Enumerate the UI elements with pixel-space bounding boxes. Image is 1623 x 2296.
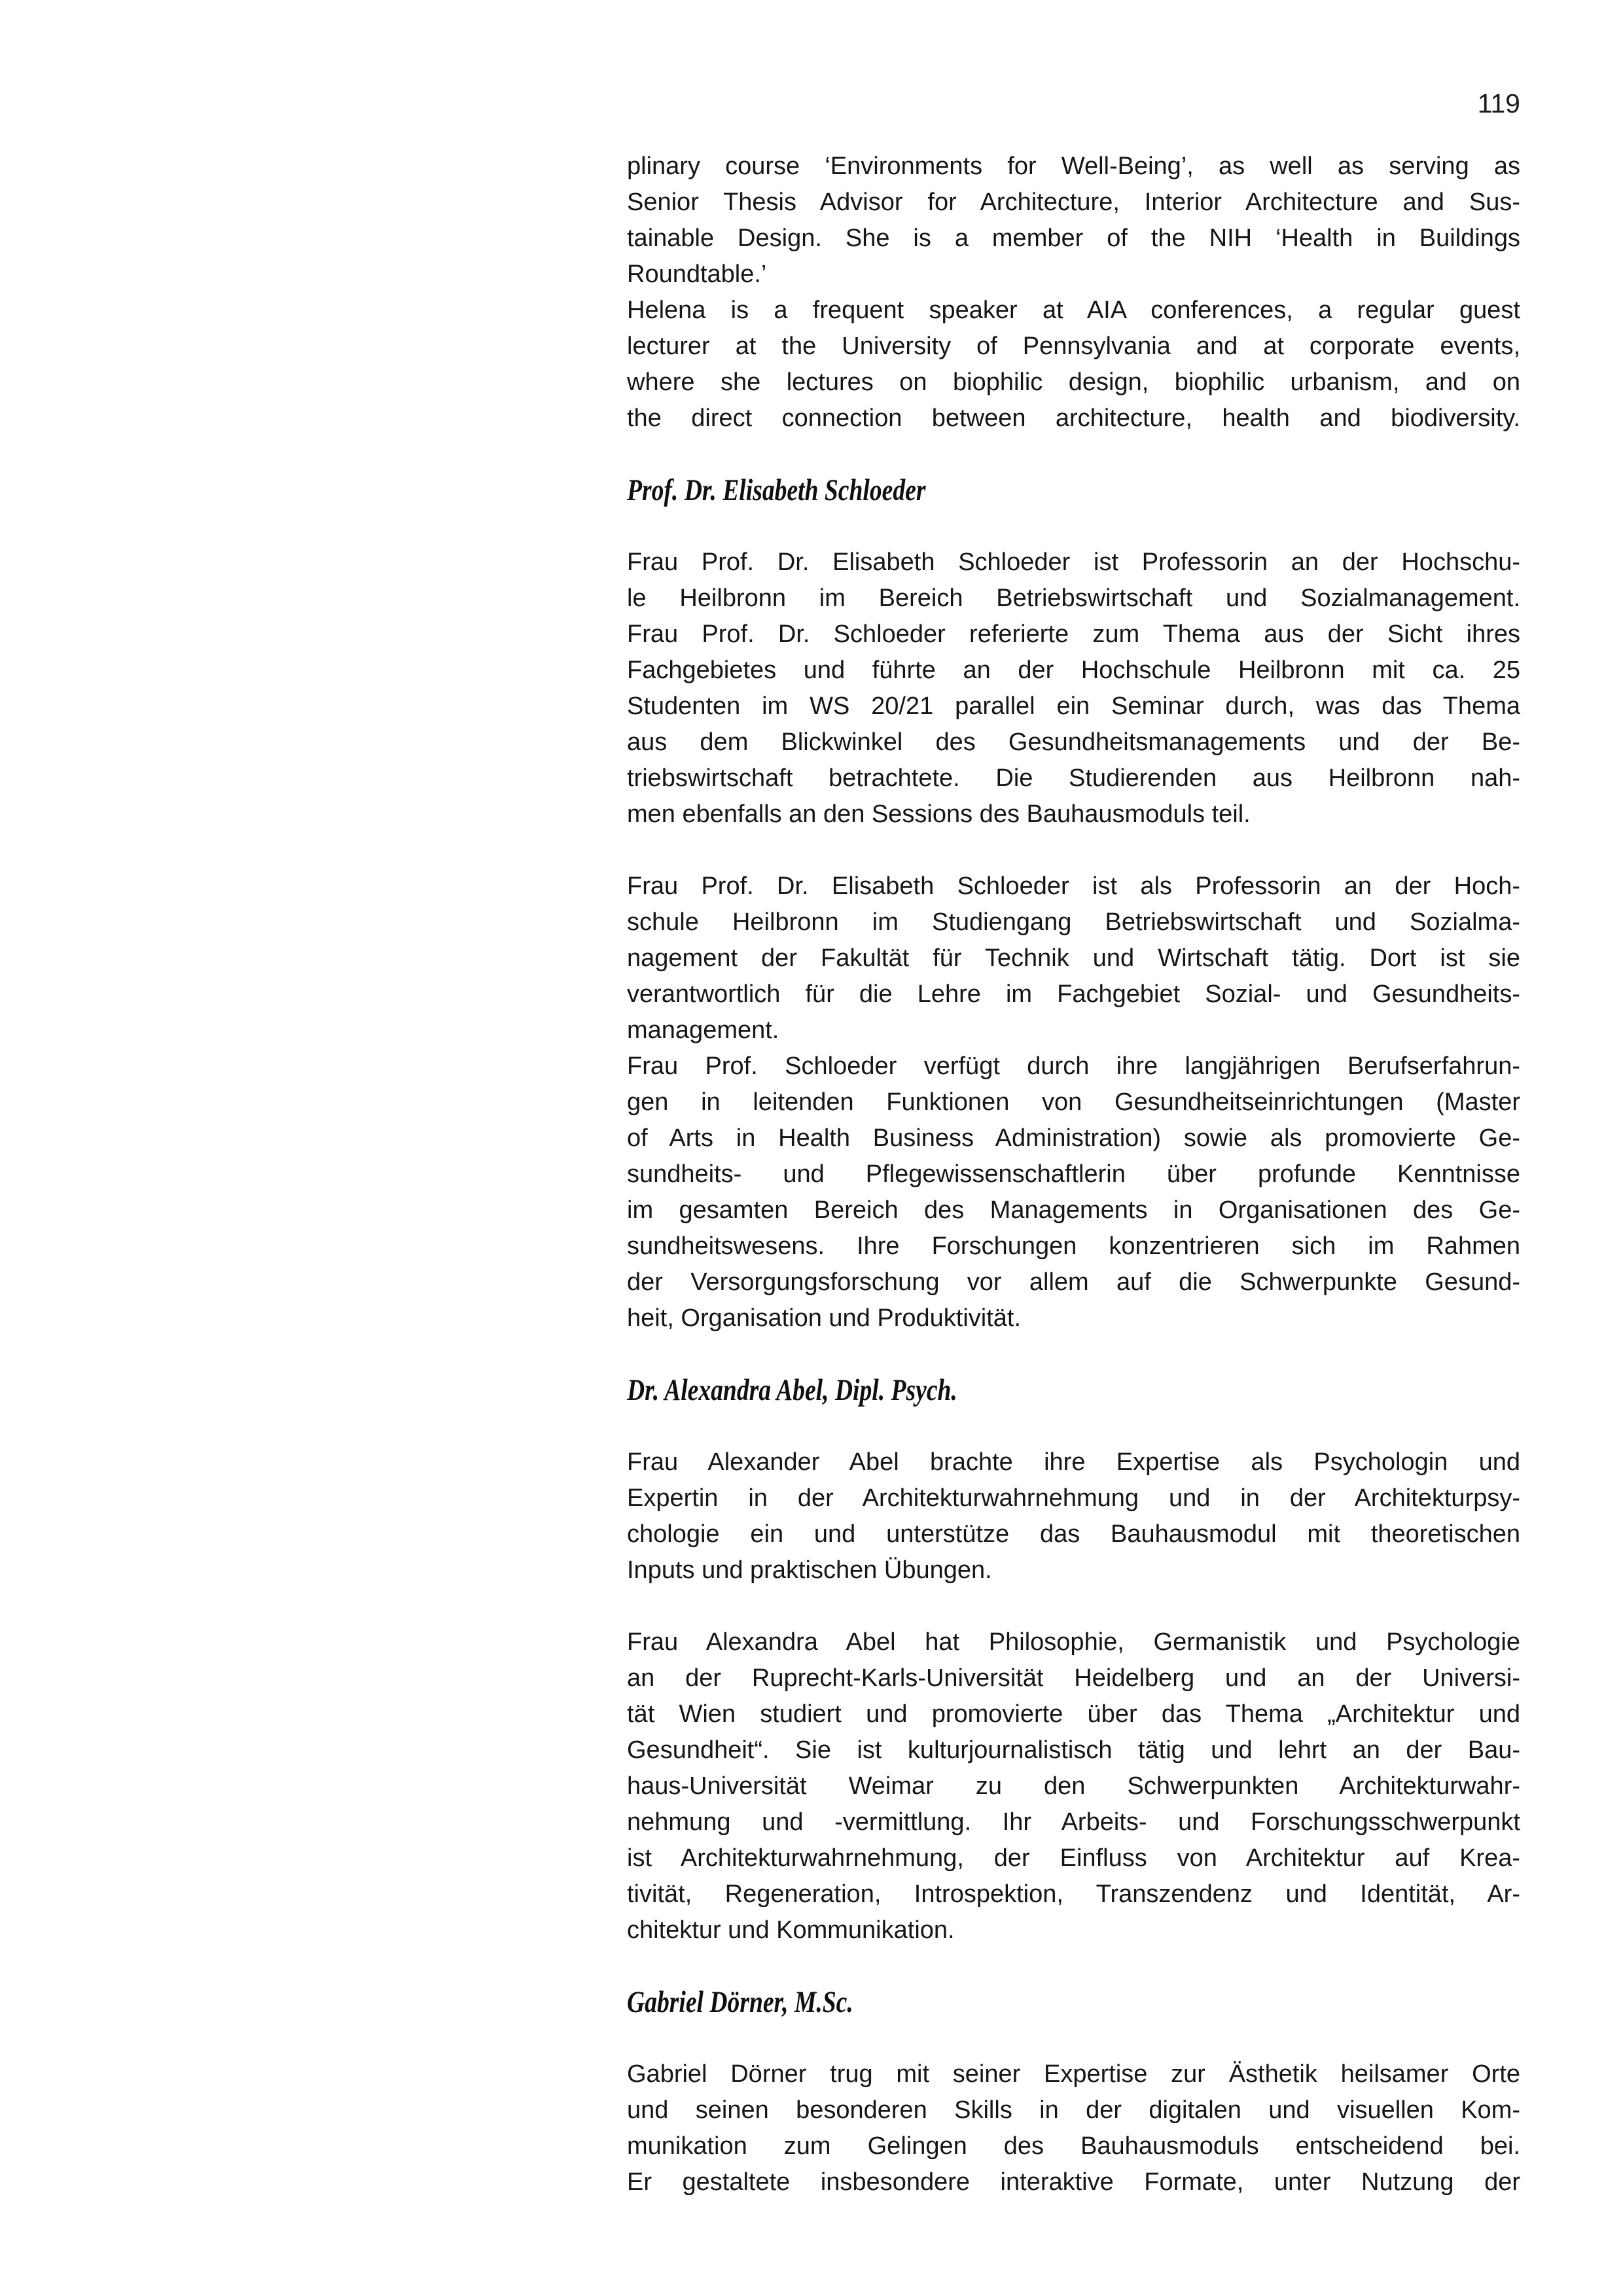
text-line: of Arts in Health Business Administration) sowie als promovierte Ge-: [627, 1124, 1520, 1152]
text-column: [627, 149, 1520, 2200]
blank-line: [627, 2020, 1520, 2056]
text-line: Fachgebietes und führte an der Hochschule Heilbronn mit ca. 25: [627, 656, 1520, 684]
text-line: triebswirtschaft betrachtete. Die Studierenden aus Heilbronn nah-: [627, 764, 1520, 792]
text-line: nehmung und -vermittlung. Ihr Arbeits- und Forschungsschwerpunkt: [627, 1808, 1520, 1836]
text-line: le Heilbronn im Bereich Betriebswirtschaft und Sozialmanagement.: [627, 584, 1520, 612]
text-line: Frau Prof. Dr. Elisabeth Schloeder ist als Professorin an der Hoch-: [627, 872, 1520, 900]
text-line: und seinen besonderen Skills in der digitalen und visuellen Kom-: [627, 2096, 1520, 2124]
text-line: Helena is a frequent speaker at AIA conferences, a regular guest: [627, 296, 1520, 324]
text-line: men ebenfalls an den Sessions des Bauhausmoduls teil.: [627, 800, 1251, 828]
blank-line: [627, 1336, 1520, 1372]
text-line: schule Heilbronn im Studiengang Betriebswirtschaft und Sozialma-: [627, 908, 1520, 936]
text-line: Gabriel Dörner trug mit seiner Expertise zur Ästhetik heilsamer Orte: [627, 2060, 1520, 2088]
section-heading-schloeder: [627, 473, 1520, 509]
section-heading-abel: [627, 1372, 1520, 1408]
text-line: Frau Alexander Abel brachte ihre Expertise als Psychologin und: [627, 1448, 1520, 1476]
text-line: ist Architekturwahrnehmung, der Einfluss von Architektur auf Krea-: [627, 1844, 1520, 1872]
blank-line: [627, 1408, 1520, 1444]
text-line: lecturer at the University of Pennsylvania and at corporate events,: [627, 332, 1520, 360]
page-number: 119: [1477, 88, 1520, 118]
text-line: aus dem Blickwinkel des Gesundheitsmanagements und der Be-: [627, 728, 1520, 756]
text-line: plinary course ‘Environments for Well-Being’, as well as serving as: [627, 152, 1520, 180]
text-line: der Versorgungsforschung vor allem auf die Schwerpunkte Gesund-: [627, 1268, 1520, 1296]
text-line: haus-Universität Weimar zu den Schwerpunkten Architekturwahr-: [627, 1772, 1520, 1800]
text-line: im gesamten Bereich des Managements in Organisationen des Ge-: [627, 1196, 1520, 1224]
text-line: Frau Prof. Dr. Schloeder referierte zum Thema aus der Sicht ihres: [627, 620, 1520, 648]
text-line: munikation zum Gelingen des Bauhausmoduls entscheidend bei.: [627, 2132, 1520, 2160]
text-line: nagement der Fakultät für Technik und Wirtschaft tätig. Dort ist sie: [627, 944, 1520, 972]
text-line: where she lectures on biophilic design, biophilic urbanism, and on: [627, 368, 1520, 396]
text-line: Roundtable.’: [627, 260, 767, 288]
text-line: sundheits- und Pflegewissenschaftlerin über profunde Kenntnisse: [627, 1160, 1520, 1188]
text-line: chologie ein und unterstütze das Bauhausmodul mit theoretischen: [627, 1520, 1520, 1548]
text-line: the direct connection between architecture, health and biodiversity.: [627, 404, 1520, 432]
blank-line: [627, 437, 1520, 473]
text-line: management.: [627, 1016, 779, 1044]
text-line: heit, Organisation und Produktivität.: [627, 1304, 1022, 1332]
text-line: Gesundheit“. Sie ist kulturjournalistisch tätig und lehrt an der Bau-: [627, 1736, 1520, 1764]
section-heading-text: Gabriel Dörner, M.Sc.: [627, 1985, 853, 2019]
section-heading-text: Prof. Dr. Elisabeth Schloeder: [627, 473, 926, 507]
text-line: Expertin in der Architekturwahrnehmung und in der Architekturpsy-: [627, 1484, 1520, 1512]
text-line: sundheitswesens. Ihre Forschungen konzentrieren sich im Rahmen: [627, 1232, 1520, 1260]
text-line: Frau Alexandra Abel hat Philosophie, Germanistik und Psychologie: [627, 1628, 1520, 1656]
text-line: Frau Prof. Dr. Elisabeth Schloeder ist Professorin an der Hochschu-: [627, 548, 1520, 576]
text-line: Senior Thesis Advisor for Architecture, Interior Architecture and Sus-: [627, 188, 1520, 216]
text-line: an der Ruprecht-Karls-Universität Heidelberg und an der Universi-: [627, 1664, 1520, 1692]
blank-line: [627, 1948, 1520, 1984]
text-line: chitektur und Kommunikation.: [627, 1916, 955, 1944]
blank-line: [627, 833, 1520, 869]
text-line: Inputs und praktischen Übungen.: [627, 1556, 992, 1584]
section-heading-text: Dr. Alexandra Abel, Dipl. Psych.: [627, 1373, 957, 1407]
text-line: tät Wien studiert und promovierte über das Thema „Architektur und: [627, 1700, 1520, 1728]
text-line: tivität, Regeneration, Introspektion, Transzendenz und Identität, Ar-: [627, 1880, 1520, 1908]
text-line: Er gestaltete insbesondere interaktive Formate, unter Nutzung der: [627, 2168, 1520, 2196]
text-line: verantwortlich für die Lehre im Fachgebiet Sozial- und Gesundheits-: [627, 980, 1520, 1008]
text-line: tainable Design. She is a member of the NIH ‘Health in Buildings: [627, 224, 1520, 252]
text-line: Studenten im WS 20/21 parallel ein Seminar durch, was das Thema: [627, 692, 1520, 720]
section-heading-doerner: [627, 1984, 1520, 2020]
text-line: Frau Prof. Schloeder verfügt durch ihre langjährigen Berufserfahrun-: [627, 1052, 1520, 1080]
text-line: gen in leitenden Funktionen von Gesundheitseinrichtungen (Master: [627, 1088, 1520, 1116]
blank-line: [627, 509, 1520, 545]
blank-line: [627, 1588, 1520, 1624]
